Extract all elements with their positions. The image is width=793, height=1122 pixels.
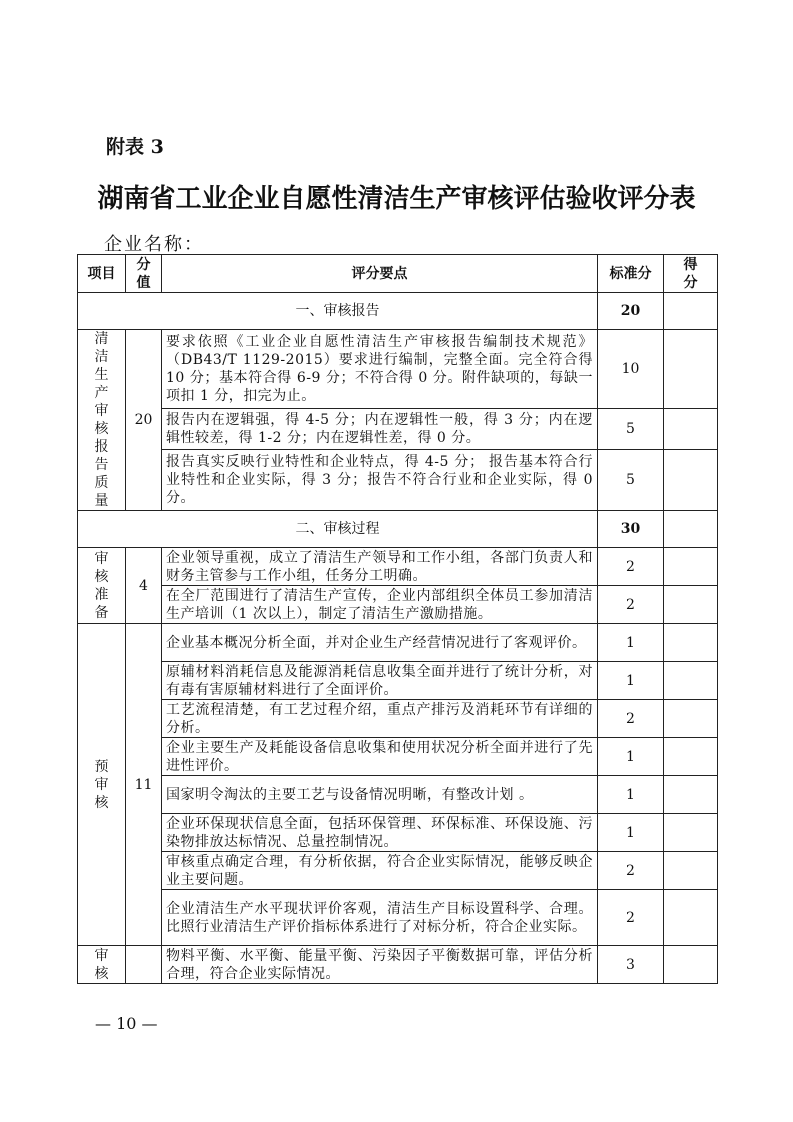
page-number: — 10 —	[95, 1014, 158, 1033]
header-criteria: 评分要点	[162, 255, 598, 293]
score-cell[interactable]	[664, 700, 718, 738]
standard-score: 2	[598, 852, 664, 890]
standard-score: 2	[598, 700, 664, 738]
standard-score: 5	[598, 409, 664, 450]
header-standard: 标准分	[598, 255, 664, 293]
criteria-text: 企业环保现状信息全面，包括环保管理、环保标准、环保设施、污染物排放达标情况、总量控制情况。	[162, 814, 598, 852]
criteria-row	[78, 700, 718, 738]
criteria-text: 企业基本概况分析全面，并对企业生产经营情况进行了客观评价。	[162, 624, 598, 662]
score-cell[interactable]	[664, 776, 718, 814]
standard-score: 2	[598, 548, 664, 586]
criteria-row	[78, 330, 718, 409]
criteria-row	[78, 776, 718, 814]
score-cell[interactable]	[664, 330, 718, 409]
score-cell[interactable]	[664, 852, 718, 890]
standard-score: 1	[598, 738, 664, 776]
section-title: 一、审核报告	[78, 293, 598, 330]
score-cell[interactable]	[664, 548, 718, 586]
criteria-text: 国家明令淘汰的主要工艺与设备情况明晰，有整改计划 。	[162, 776, 598, 814]
criteria-row	[78, 586, 718, 624]
standard-score: 1	[598, 662, 664, 700]
criteria-row	[78, 450, 718, 511]
header-points: 分值	[126, 255, 162, 293]
criteria-text: 原辅材料消耗信息及能源消耗信息收集全面并进行了统计分析，对有毒有害原辅材料进行了全面评价。	[162, 662, 598, 700]
item-name: 审核	[78, 946, 126, 984]
score-cell[interactable]	[664, 293, 718, 330]
section-total: 20	[598, 293, 664, 330]
criteria-row	[78, 852, 718, 890]
item-name: 清洁生产审核报告质量	[78, 330, 126, 511]
company-name-label: 企业名称：	[104, 234, 204, 255]
score-cell[interactable]	[664, 890, 718, 946]
header-item: 项目	[78, 255, 126, 293]
criteria-text: 要求依照《工业企业自愿性清洁生产审核报告编制技术规范》（DB43/T 1129-2015）要求进行编制，完整全面。完全符合得 10 分；基本符合得 6-9 分；不符合得 0 分。附件缺项的，每缺一项扣 1 分，扣完为止。	[162, 330, 598, 409]
criteria-text: 企业领导重视，成立了清洁生产领导和工作小组，各部门负责人和财务主管参与工作小组，任务分工明确。	[162, 548, 598, 586]
standard-score: 3	[598, 946, 664, 984]
standard-score: 5	[598, 450, 664, 511]
document-title: 湖南省工业企业自愿性清洁生产审核评估验收评分表	[97, 184, 696, 214]
score-cell[interactable]	[664, 624, 718, 662]
item-points: 20	[126, 330, 162, 511]
item-points: 11	[126, 624, 162, 946]
score-cell[interactable]	[664, 662, 718, 700]
criteria-text: 物料平衡、水平衡、能量平衡、污染因子平衡数据可靠，评估分析合理，符合企业实际情况。	[162, 946, 598, 984]
item-points: 4	[126, 548, 162, 624]
appendix-label: 附表 3	[106, 136, 164, 158]
item-points	[126, 946, 162, 984]
criteria-row	[78, 548, 718, 586]
section-title: 二、审核过程	[78, 511, 598, 548]
criteria-text: 报告内在逻辑强，得 4-5 分；内在逻辑性一般，得 3 分；内在逻辑性较差，得 1-2 分；内在逻辑性差，得 0 分。	[162, 409, 598, 450]
section-row	[78, 511, 718, 548]
section-row	[78, 293, 718, 330]
criteria-text: 在全厂范围进行了清洁生产宣传，企业内部组织全体员工参加清洁生产培训（1 次以上），制定了清洁生产激励措施。	[162, 586, 598, 624]
criteria-text: 报告真实反映行业特性和企业特点，得 4-5 分； 报告基本符合行业特性和企业实际，得 3 分；报告不符合行业和企业实际，得 0 分。	[162, 450, 598, 511]
score-cell[interactable]	[664, 586, 718, 624]
standard-score: 10	[598, 330, 664, 409]
item-name: 审核准备	[78, 548, 126, 624]
score-cell[interactable]	[664, 946, 718, 984]
score-cell[interactable]	[664, 511, 718, 548]
standard-score: 2	[598, 890, 664, 946]
score-cell[interactable]	[664, 450, 718, 511]
criteria-text: 企业主要生产及耗能设备信息收集和使用状况分析全面并进行了先进性评价。	[162, 738, 598, 776]
criteria-text: 审核重点确定合理，有分析依据，符合企业实际情况，能够反映企业主要问题。	[162, 852, 598, 890]
standard-score: 1	[598, 624, 664, 662]
criteria-row	[78, 624, 718, 662]
standard-score: 2	[598, 586, 664, 624]
criteria-row	[78, 409, 718, 450]
criteria-row	[78, 814, 718, 852]
criteria-row	[78, 890, 718, 946]
criteria-row	[78, 662, 718, 700]
section-total: 30	[598, 511, 664, 548]
standard-score: 1	[598, 814, 664, 852]
score-cell[interactable]	[664, 814, 718, 852]
item-name: 预审核	[78, 624, 126, 946]
score-cell[interactable]	[664, 409, 718, 450]
scoring-table	[77, 254, 718, 984]
criteria-row	[78, 738, 718, 776]
score-cell[interactable]	[664, 738, 718, 776]
header-score: 得分	[664, 255, 718, 293]
standard-score: 1	[598, 776, 664, 814]
criteria-text: 企业清洁生产水平现状评价客观，清洁生产目标设置科学、合理。 比照行业清洁生产评价指标体系进行了对标分析，符合企业实际。	[162, 890, 598, 946]
criteria-row	[78, 946, 718, 984]
criteria-text: 工艺流程清楚，有工艺过程介绍，重点产排污及消耗环节有详细的分析。	[162, 700, 598, 738]
